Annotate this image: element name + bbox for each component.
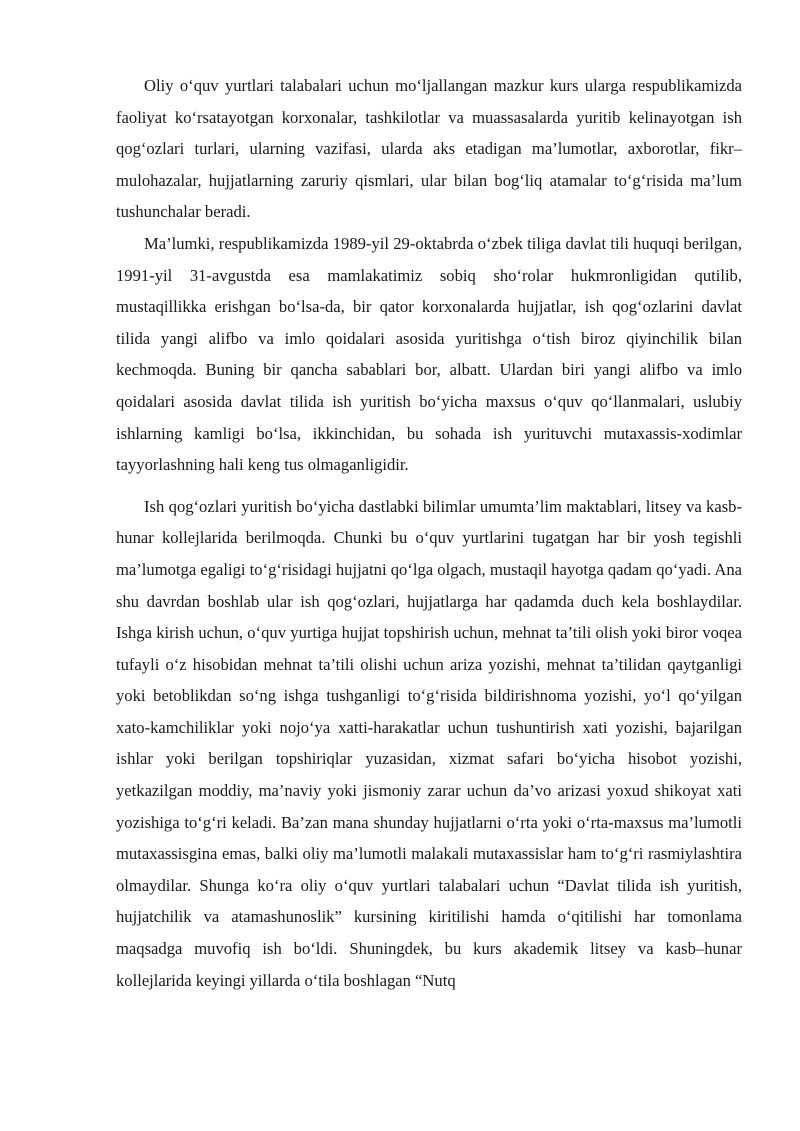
paragraph-2: Ma’lumki, respublikamizda 1989-yil 29-oktabrda o‘zbek tiliga davlat tili huquqi berilgan, 1991-yil 31-avgustda esa mamlakatimiz sobiq sho‘rolar hukmronligidan qutilib, mustaqillikka erishgan bo‘lsa-da, bir qator korxonalarda hujjatlar, ish qog‘ozlarini davlat tilida yangi alifbo va imlo qoidalari asosida yuritishga o‘tish biroz qiyinchilik bilan kechmoqda. Buning bir qancha sabablari bor, albatt. Ulardan biri yangi alifbo va imlo qoidalari asosida davlat tilida ish yuritish bo‘yicha maxsus o‘quv qo‘llanmalari, uslubiy ishlarning kamligi bo‘lsa, ikkinchidan, bu sohada ish yurituvchi mutaxassis-xodimlar tayyorlashning hali keng tus olmaganligidir. [116,233,742,475]
paragraph-1: Oliy o‘quv yurtlari talabalari uchun mo‘ljallangan mazkur kurs ularga respublikamizda faoliyat ko‘rsatayotgan korxonalar, tashkilotlar va muassasalarda yuritib kelinayotgan ish qog‘ozlari turlari, ularning vazifasi, ularda aks etadigan ma’lumotlar, axborotlar, fikr–mulohazalar, hujjatlarning zaruriy qismlari, ular bilan bog‘liq atamalar to‘g‘risida ma’lum tushunchalar beradi. [116,76,742,222]
document-page [116,70,742,996]
paragraph-3: Ish qog‘ozlari yuritish bo‘yicha dastlabki bilimlar umumta’lim maktablari, litsey va kasb-hunar kollejlarida berilmoqda. Chunki bu o‘quv yurtlarini tugatgan har bir yosh tegishli ma’lumotga egaligi to‘g‘risidagi hujjatni qo‘lga olgach, mustaqil hayotga qadam qo‘yadi. Ana shu davrdan boshlab ular ish qog‘ozlari, hujjatlarga har qadamda duch kela boshlaydilar. Ishga kirish uchun, o‘quv yurtiga hujjat topshirish uchun, mehnat ta’tili olish yoki biror voqea tufayli o‘z hisobidan mehnat ta’tili olishi uchun ariza yozishi, mehnat ta’tilidan qaytganligi yoki betoblikdan so‘ng ishga tushganligi to‘g‘risida bildirishnoma yozishi, yo‘l qo‘yilgan xato-kamchiliklar yoki nojo‘ya xatti-harakatlar uchun tushuntirish xati yozishi, bajarilgan ishlar yoki berilgan topshiriqlar yuzasidan, xizmat safari bo‘yicha hisobot yozishi, yetkazilgan moddiy, ma’naviy yoki jismoniy zarar uchun da’vo arizasi yoxud shikoyat xati yozishiga to‘g‘ri keladi. Ba’zan mana shunday hujjatlarni o‘rta yoki o‘rta-maxsus ma’lumotli mutaxassisgina emas, balki oliy ma’lumotli malakali mutaxassislar ham to‘g‘ri rasmiylashtira olmaydilar. Shunga ko‘ra oliy o‘quv yurtlari talabalari uchun “Davlat tilida ish yuritish, hujjatchilik va atamashunoslik” kursining kiritilishi hamda o‘qitilishi har tomonlama maqsadga muvofiq ish bo‘ldi. Shuningdek, bu kurs akademik litsey va kasb–hunar kollejlarida keyingi yillarda o‘tila boshlagan “Nutq [116,496,742,990]
